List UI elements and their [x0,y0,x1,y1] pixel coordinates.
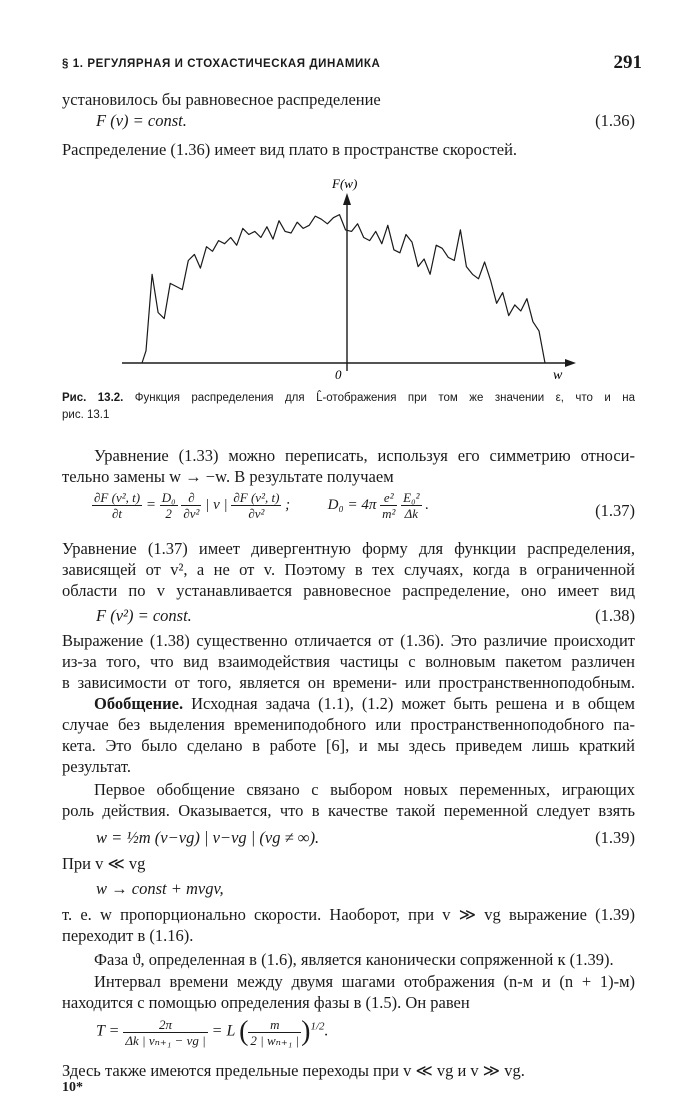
y-axis-label: F(w) [332,176,358,191]
paragraph-line: результат. [62,757,132,776]
equation-1-37: $\frac{\text{∂F (v², t)}}{\partial t}$ = $\frac{\text{D₀}}{2}$ $\frac{\partial}{\text{∂v²}}$ | v | $\frac{\text{∂F (v², t)}}{\text{∂v²}}$ ; D₀ = 4π $\frac{\text{e²}}{\text{m²}}$ $\frac{\text{E₀²}}{\Delta k}$ . [94,490,430,521]
paragraph-line: При v ≪ vg [62,854,146,873]
origin-label: 0 [335,367,342,382]
paragraph-line: Обобщение. Исходная задача (1.1), (1.2) может быть решена и в общем [94,694,635,713]
paragraph-line: Интервал времени между двумя шагами отображения (n-м и (n + 1)-м) [94,972,635,991]
paragraph-line: случае без выделения времениподобного или пространственноподобного па- [62,715,635,734]
paragraph-line: Фаза ϑ, определенная в (1.6), является канонически сопряженной к (1.39). [94,950,614,969]
equation-1-38: F (v²) = const. [96,606,192,625]
equation-number: (1.39) [595,828,635,847]
paragraph-line: Первое обобщение связано с выбором новых переменных, играющих [94,780,635,799]
signature-mark: 10* [62,1080,83,1095]
paragraph-line: Выражение (1.38) существенно отличается от (1.36). Это различие происходит [62,631,635,650]
x-axis-arrow [565,359,576,367]
paragraph-line: Уравнение (1.37) имеет дивергентную форму для функции распределения, [62,539,635,558]
equation-number: (1.36) [595,111,635,130]
paragraph-line: находится с помощью определения фазы в (1.5). Он равен [62,993,470,1012]
paragraph-line: Уравнение (1.33) можно переписать, используя его симметрию относи- [94,446,635,465]
equation-1-39: w = ½m (v−vg) | v−vg | (vg ≠ ∞). [96,828,320,847]
paragraph-line: зависящей от v², а не от v. Поэтому в тех случаях, когда в ограниченной [62,560,635,579]
figure-caption [62,390,635,424]
paragraph-line: т. е. w пропорционально скорости. Наоборот, при v ≫ vg выражение (1.39) [62,905,635,924]
running-title: § 1. РЕГУЛЯРНАЯ И СТОХАСТИЧЕСКАЯ ДИНАМИКА [62,58,381,70]
paragraph-line: в зависимости от того, является он времени- или пространственноподобным. [62,673,635,692]
paragraph-line: области по v устанавливается равновесное распределение, оно имеет вид [62,581,635,600]
distribution-chart [110,175,580,385]
generalization-heading: Обобщение. [94,694,184,713]
paragraph-line: Здесь также имеются предельные переходы при v ≪ vg и v ≫ vg. [62,1061,525,1080]
paragraph-line: кета. Это было сделано в работе [6], и мы здесь приведем лишь краткий [62,736,635,755]
equation-limit: w → const + mvgv, [96,879,224,898]
paragraph-line: тельно замены w → −w. В результате получаем [62,467,394,486]
running-header [62,52,642,73]
equation-period: T = $\frac{2\pi}{\text{Δk | vₙ₊₁ − vg |}}$ = L ( $\frac{m}{\text{2 | wₙ₊₁ |}}$ )$^{1/2}$. [96,1016,329,1048]
equation-number: (1.37) [595,501,635,520]
text-line: установилось бы равновесное распределение [62,90,381,109]
equation-1-36: F (v) = const. [96,111,187,130]
equation-number: (1.38) [595,606,635,625]
caption-label: Рис. 13.2. [62,392,124,404]
paragraph-line: роль действия. Оказывается, что в качестве такой переменной следует взять [62,801,635,820]
paragraph-line: переходит в (1.16). [62,926,194,945]
x-axis-label: w [553,368,563,383]
y-axis-arrow [343,193,351,205]
text-line: Распределение (1.36) имеет вид плато в пространстве скоростей. [62,140,518,159]
page-number: 291 [613,52,642,73]
caption-text-cont: рис. 13.1 [62,409,110,421]
paragraph-line: из-за того, что вид взаимодействия частицы с волновым пакетом различен [62,652,635,671]
distribution-curve [142,215,545,363]
caption-text: Функция распределения для L̂-отображения при том же значении ε, что и на [123,392,635,404]
